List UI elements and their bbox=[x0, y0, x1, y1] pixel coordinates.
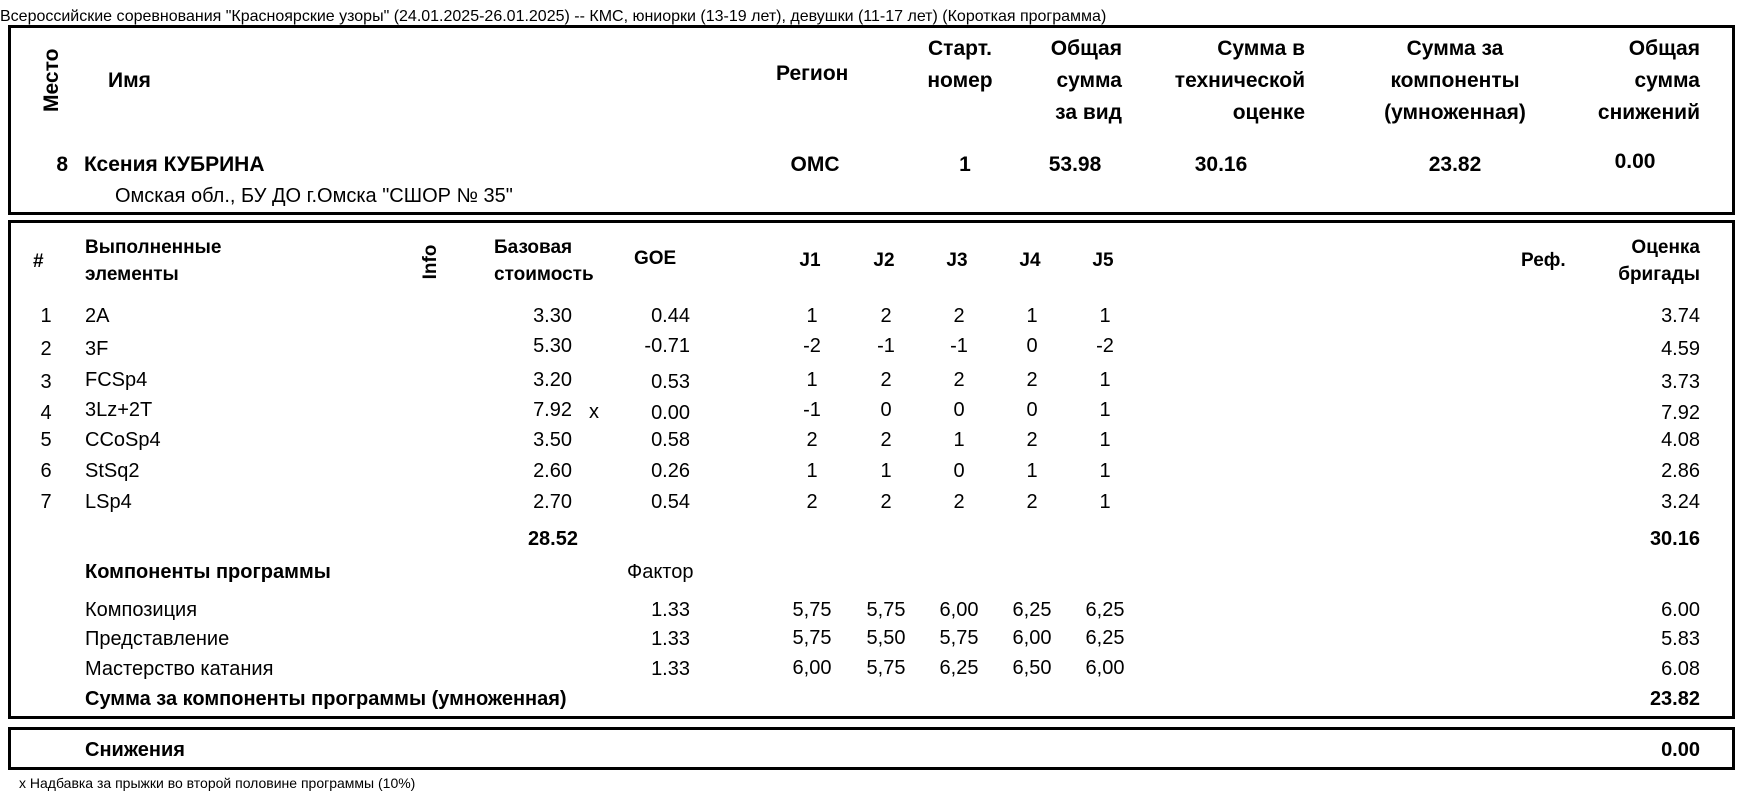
place-header: Место bbox=[40, 48, 63, 112]
row-base: 3.30 bbox=[533, 305, 572, 327]
component-name: Представление bbox=[85, 628, 230, 650]
component-factor: 1.33 bbox=[651, 599, 690, 621]
component-j2: 5,75 bbox=[866, 599, 906, 621]
row-score: 3.74 bbox=[1661, 305, 1700, 327]
component-j5: 6,00 bbox=[1085, 657, 1125, 679]
row-j4: 2 bbox=[1026, 491, 1038, 513]
row-j1: 2 bbox=[806, 429, 818, 451]
deductions-label: Снижения bbox=[85, 739, 185, 761]
row-j5: 1 bbox=[1099, 491, 1111, 513]
component-score: 5.83 bbox=[1661, 628, 1700, 650]
component-j1: 5,75 bbox=[792, 627, 832, 649]
component-j1: 6,00 bbox=[792, 657, 832, 679]
score-header: Оценка бригады bbox=[1618, 237, 1700, 285]
row-j2: 2 bbox=[880, 491, 892, 513]
row-element: 3Lz+2T bbox=[85, 399, 153, 421]
row-j3: 2 bbox=[953, 369, 965, 391]
row-j2: -1 bbox=[877, 335, 895, 357]
goe-header: GOE bbox=[634, 248, 677, 269]
row-element: 3F bbox=[85, 338, 109, 360]
component-j4: 6,50 bbox=[1012, 657, 1052, 679]
footnote: x Надбавка за прыжки во второй половине программы (10%) bbox=[19, 775, 416, 791]
row-goe: 0.58 bbox=[651, 429, 690, 451]
components-total: 23.82 bbox=[1649, 688, 1700, 710]
row-num: 4 bbox=[40, 402, 52, 424]
component-j2: 5,50 bbox=[866, 627, 906, 649]
component-name: Мастерство катания bbox=[85, 658, 274, 680]
component-factor: 1.33 bbox=[651, 658, 690, 680]
start-no-value: 1 bbox=[959, 153, 971, 176]
row-goe: 0.26 bbox=[651, 460, 690, 482]
row-j4: 0 bbox=[1026, 335, 1038, 357]
base-header: Базовая стоимость bbox=[494, 237, 594, 285]
component-j5: 6,25 bbox=[1085, 627, 1125, 649]
row-num: 3 bbox=[40, 371, 52, 393]
deductions-total: 0.00 bbox=[1661, 739, 1700, 761]
name-header: Имя bbox=[108, 69, 151, 92]
deductions-box bbox=[8, 727, 1735, 770]
base-total: 28.52 bbox=[527, 528, 578, 550]
row-j1: 1 bbox=[806, 369, 818, 391]
component-factor: 1.33 bbox=[651, 628, 690, 650]
row-j3: 2 bbox=[953, 491, 965, 513]
row-num: 7 bbox=[40, 491, 52, 513]
component-name: Композиция bbox=[85, 599, 198, 621]
component-score: 6.00 bbox=[1661, 599, 1700, 621]
row-j2: 2 bbox=[880, 429, 892, 451]
row-j2: 2 bbox=[880, 305, 892, 327]
row-j1: -1 bbox=[803, 399, 821, 421]
component-j5: 6,25 bbox=[1085, 599, 1125, 621]
row-j1: 1 bbox=[806, 305, 818, 327]
components-title: Компоненты программы bbox=[85, 561, 331, 583]
row-j5: 1 bbox=[1099, 429, 1111, 451]
row-j4: 0 bbox=[1026, 399, 1038, 421]
row-num: 2 bbox=[40, 338, 52, 360]
row-j5: -2 bbox=[1096, 335, 1114, 357]
row-j3: 1 bbox=[953, 429, 965, 451]
components-total-label: Сумма за компоненты программы (умноженная) bbox=[85, 688, 567, 710]
pcs-value: 23.82 bbox=[1428, 153, 1482, 176]
tes-value: 30.16 bbox=[1194, 153, 1248, 176]
component-j4: 6,25 bbox=[1012, 599, 1052, 621]
row-base: 3.50 bbox=[533, 429, 572, 451]
row-j5: 1 bbox=[1099, 399, 1111, 421]
ref-header: Реф. bbox=[1521, 250, 1566, 271]
row-score: 2.86 bbox=[1661, 460, 1700, 482]
row-j2: 2 bbox=[880, 369, 892, 391]
row-base: 7.92 bbox=[533, 399, 572, 421]
row-j2: 1 bbox=[880, 460, 892, 482]
total-value: 53.98 bbox=[1048, 153, 1102, 176]
deductions-header: Общая сумма снижений bbox=[1597, 37, 1700, 124]
row-score: 3.24 bbox=[1661, 491, 1700, 513]
info-header: Info bbox=[420, 244, 441, 280]
row-goe: -0.71 bbox=[644, 335, 690, 357]
row-base: 2.60 bbox=[533, 460, 572, 482]
row-score: 3.73 bbox=[1661, 371, 1700, 393]
row-element: StSq2 bbox=[85, 460, 140, 482]
component-j3: 6,25 bbox=[939, 657, 979, 679]
component-j4: 6,00 bbox=[1012, 627, 1052, 649]
row-element: CCoSp4 bbox=[85, 429, 161, 451]
judge-header-2: J2 bbox=[873, 250, 895, 271]
row-j4: 2 bbox=[1026, 429, 1038, 451]
skater-name: Ксения КУБРИНА bbox=[84, 153, 265, 176]
row-j1: 2 bbox=[806, 491, 818, 513]
row-score: 4.59 bbox=[1661, 338, 1700, 360]
row-base: 5.30 bbox=[533, 335, 572, 357]
row-goe: 0.53 bbox=[651, 371, 690, 393]
row-num: 6 bbox=[40, 460, 52, 482]
tes-header: Сумма в технической оценке bbox=[1174, 37, 1305, 124]
row-j3: 0 bbox=[953, 399, 965, 421]
total-header: Общая сумма за вид bbox=[1050, 37, 1122, 124]
row-j3: 0 bbox=[953, 460, 965, 482]
row-j5: 1 bbox=[1099, 460, 1111, 482]
competition-title: Всероссийские соревнования "Красноярские узоры" (24.01.2025-26.01.2025) -- КМС, юниорки (13-19 лет), девушки (11-17 лет) (Короткая программа) bbox=[0, 8, 1107, 25]
row-j4: 2 bbox=[1026, 369, 1038, 391]
region-value: ОМС bbox=[790, 153, 840, 176]
score-total: 30.16 bbox=[1649, 528, 1700, 550]
row-goe: 0.00 bbox=[651, 402, 690, 424]
start-no-header: Старт. номер bbox=[927, 37, 993, 92]
judge-header-3: J3 bbox=[946, 250, 968, 271]
component-j3: 5,75 bbox=[939, 627, 979, 649]
num-header: # bbox=[33, 251, 44, 272]
component-score: 6.08 bbox=[1661, 658, 1700, 680]
row-j3: 2 bbox=[953, 305, 965, 327]
row-element: LSp4 bbox=[85, 491, 132, 513]
row-j2: 0 bbox=[880, 399, 892, 421]
row-j4: 1 bbox=[1026, 460, 1038, 482]
row-j4: 1 bbox=[1026, 305, 1038, 327]
row-j5: 1 bbox=[1099, 305, 1111, 327]
region-header: Регион bbox=[776, 62, 849, 85]
club-name: Омская обл., БУ ДО г.Омска "СШОР № 35" bbox=[115, 185, 513, 207]
factor-label: Фактор bbox=[627, 561, 694, 583]
judge-header-1: J1 bbox=[799, 250, 821, 271]
row-j1: -2 bbox=[803, 335, 821, 357]
row-base: 3.20 bbox=[533, 369, 572, 391]
row-info-x: x bbox=[589, 401, 599, 423]
place-value: 8 bbox=[56, 153, 68, 176]
row-score: 7.92 bbox=[1661, 402, 1700, 424]
judge-header-5: J5 bbox=[1092, 250, 1114, 271]
row-score: 4.08 bbox=[1661, 429, 1700, 451]
row-base: 2.70 bbox=[533, 491, 572, 513]
deductions-value: 0.00 bbox=[1614, 150, 1656, 173]
component-j2: 5,75 bbox=[866, 657, 906, 679]
row-element: 2A bbox=[85, 305, 110, 327]
row-goe: 0.44 bbox=[651, 305, 690, 327]
component-j3: 6,00 bbox=[939, 599, 979, 621]
row-j5: 1 bbox=[1099, 369, 1111, 391]
component-j1: 5,75 bbox=[792, 599, 832, 621]
row-num: 5 bbox=[40, 429, 52, 451]
pcs-header: Сумма за компоненты (умноженная) bbox=[1384, 37, 1526, 124]
row-j3: -1 bbox=[950, 335, 968, 357]
row-num: 1 bbox=[40, 305, 52, 327]
row-element: FCSp4 bbox=[85, 369, 148, 391]
row-goe: 0.54 bbox=[651, 491, 690, 513]
judge-header-4: J4 bbox=[1019, 250, 1041, 271]
row-j1: 1 bbox=[806, 460, 818, 482]
element-header: Выполненные элементы bbox=[85, 237, 222, 285]
